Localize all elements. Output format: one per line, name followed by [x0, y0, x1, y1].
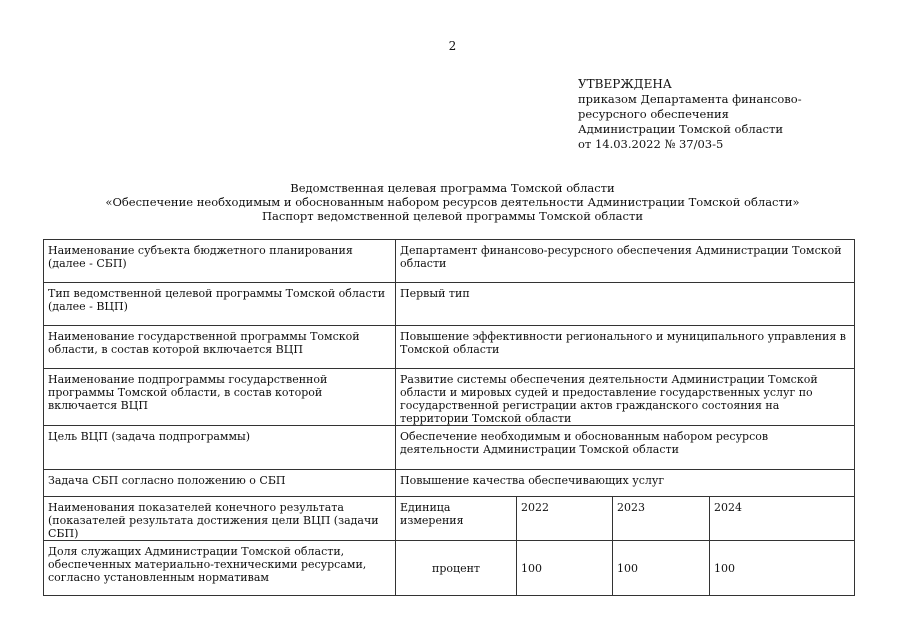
- row-label: Наименование подпрограммы государственной программы Томской области, в состав которой включается ВЦП: [44, 369, 396, 426]
- table-row: [44, 470, 855, 497]
- indicator-row: [44, 541, 855, 596]
- approval-title: УТВЕРЖДЕНА: [578, 77, 672, 91]
- row-label: Задача СБП согласно положению о СБП: [44, 470, 396, 497]
- document-header: [0, 181, 905, 223]
- year-header-2022: 2022: [517, 497, 613, 541]
- row-value: Повышение эффективности регионального и муниципального управления в Томской области: [396, 326, 855, 369]
- row-value: Первый тип: [396, 283, 855, 326]
- unit-header: Единица измерения: [396, 497, 517, 541]
- program-type-title: Ведомственная целевая программа Томской области: [290, 181, 615, 195]
- indicator-value-2024: 100: [710, 541, 855, 596]
- approval-stamp: [578, 77, 802, 152]
- approval-line-3: Администрации Томской области: [578, 122, 784, 136]
- row-label: Наименование государственной программы Томской области, в состав которой включается ВЦП: [44, 326, 396, 369]
- indicator-value-2022: 100: [517, 541, 613, 596]
- row-value: Обеспечение необходимым и обоснованным набором ресурсов деятельности Администрации Томской области: [396, 426, 855, 470]
- row-label: Тип ведомственной целевой программы Томской области (далее - ВЦП): [44, 283, 396, 326]
- year-header-2023: 2023: [613, 497, 710, 541]
- row-value: Департамент финансово-ресурсного обеспечения Администрации Томской области: [396, 240, 855, 283]
- table-row: [44, 326, 855, 369]
- row-value: Развитие системы обеспечения деятельности Администрации Томской области и мировых судей и предоставление государственных услуг по государственной регистрации актов гражданского состояния на территории Томской области: [396, 369, 855, 426]
- row-label: Цель ВЦП (задача подпрограммы): [44, 426, 396, 470]
- indicators-header-row: [44, 497, 855, 541]
- passport-title: Паспорт ведомственной целевой программы Томской области: [262, 209, 643, 223]
- table-row: [44, 240, 855, 283]
- table-row: [44, 426, 855, 470]
- indicator-unit: процент: [396, 541, 517, 596]
- indicator-value-2023: 100: [613, 541, 710, 596]
- program-name: «Обеспечение необходимым и обоснованным набором ресурсов деятельности Администрации Томской области»: [105, 195, 800, 209]
- table-row: [44, 369, 855, 426]
- approval-line-1: приказом Департамента финансово-: [578, 92, 802, 106]
- year-header-2024: 2024: [710, 497, 855, 541]
- indicators-label: Наименования показателей конечного результата (показателей результата достижения цели ВЦП (задачи СБП): [44, 497, 396, 541]
- row-label: Наименование субъекта бюджетного планирования (далее - СБП): [44, 240, 396, 283]
- page-number: 2: [448, 39, 457, 53]
- passport-table: [43, 239, 855, 596]
- row-value: Повышение качества обеспечивающих услуг: [396, 470, 855, 497]
- approval-line-2: ресурсного обеспечения: [578, 107, 729, 121]
- approval-order-date-number: от 14.03.2022 № 37/03-5: [578, 137, 724, 151]
- table-row: [44, 283, 855, 326]
- indicator-name: Доля служащих Администрации Томской области, обеспеченных материально-техническими ресурсами, согласно установленным нормативам: [44, 541, 396, 596]
